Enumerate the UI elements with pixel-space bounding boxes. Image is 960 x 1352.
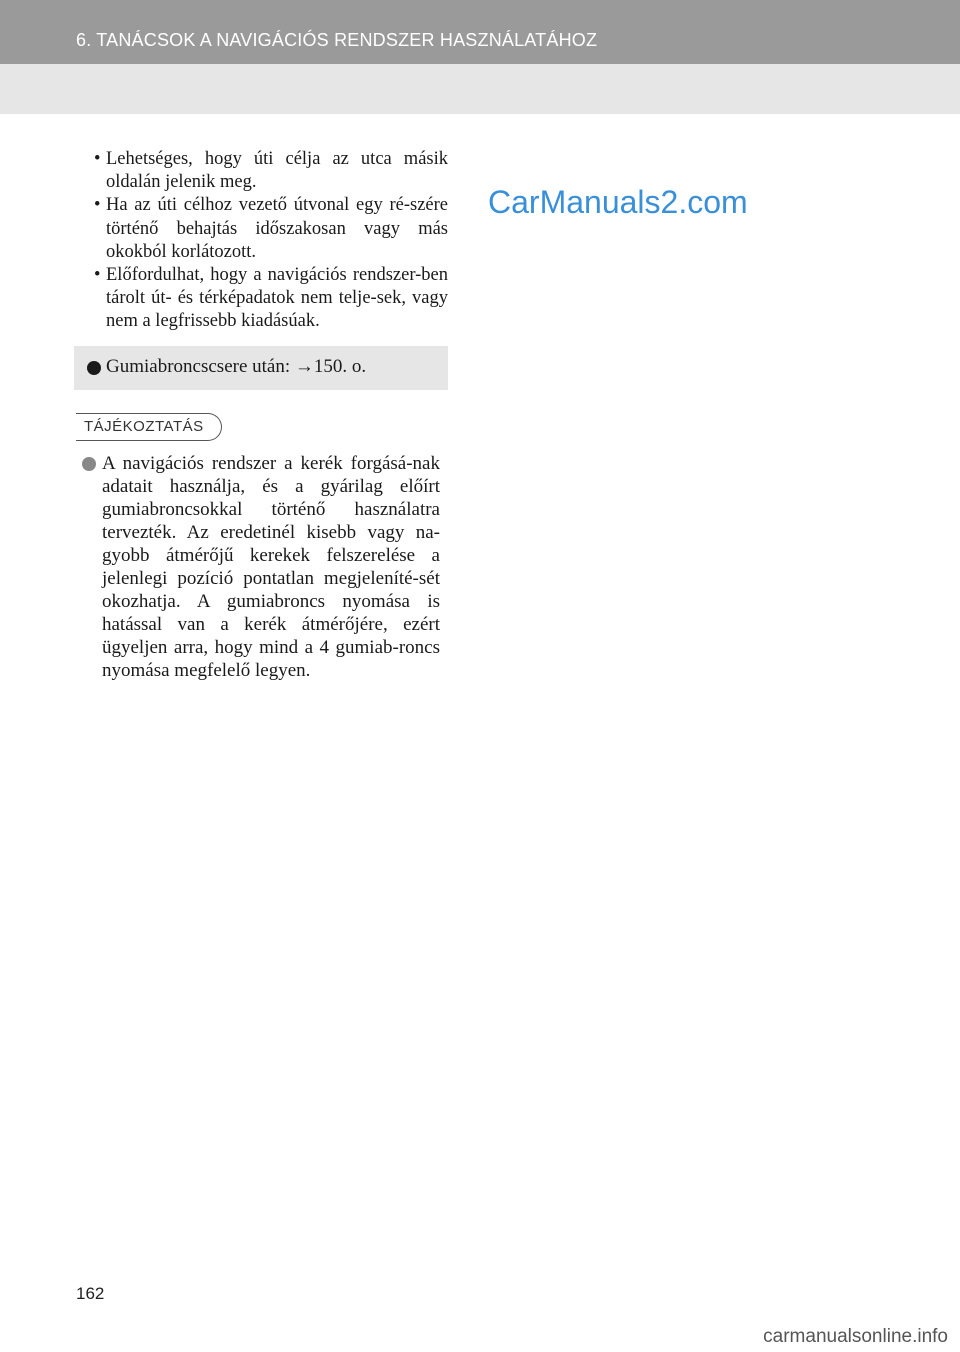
- condition-list: [74, 148, 448, 334]
- watermark-text: CarManuals2.com: [488, 184, 748, 220]
- header-bar: [0, 0, 960, 64]
- list-item: [74, 194, 448, 264]
- footer-watermark: carmanualsonline.info: [763, 1326, 948, 1347]
- info-paragraph: A navigációs rendszer a kerék forgásá-nak adatait használja, és a gyárilag előírt gumiabroncsokkal történő használatra tervezték. Az eredetinél kisebb vagy na-gyobb átmérőjű kerekek felszerelése a jelenlegi pozíció pontatlan megjeleníté-sét okozhatja. A gumiabroncs nyomása is hatással van a kerék átmérőjére, ezért ügyeljen arra, hogy mind a 4 gumiab-roncs nyomása megfelelő legyen.: [102, 453, 440, 681]
- page-number: 162: [76, 1284, 105, 1303]
- bullet-marker: •: [94, 149, 101, 169]
- info-label-text: TÁJÉKOZTATÁS: [84, 418, 204, 435]
- list-item-text: Lehetséges, hogy úti célja az utca másik oldalán jelenik meg.: [106, 149, 448, 193]
- gray-circle-icon: [82, 457, 96, 471]
- section-title: 6. TANÁCSOK A NAVIGÁCIÓS RENDSZER HASZNÁLATÁHOZ: [76, 30, 598, 50]
- info-label: [76, 413, 222, 441]
- note-box: [74, 346, 448, 390]
- bullet-marker: •: [94, 195, 101, 216]
- info-block: [82, 452, 440, 682]
- note-text: Gumiabroncscsere után: →150. o.: [106, 356, 367, 377]
- list-item-text: Előfordulhat, hogy a navigációs rendszer-ben tárolt út- és térképadatok nem telje-sek, vagy nem a legfrissebb kiadásúak.: [106, 265, 448, 332]
- list-item: [74, 148, 448, 194]
- list-item: [74, 264, 448, 334]
- subheader-band: [0, 64, 960, 114]
- list-item-text: Ha az úti célhoz vezető útvonal egy ré-szére történő behajtás időszakosan vagy más okokból korlátozott.: [106, 195, 448, 262]
- filled-circle-icon: [87, 361, 101, 375]
- bullet-marker: •: [94, 265, 101, 286]
